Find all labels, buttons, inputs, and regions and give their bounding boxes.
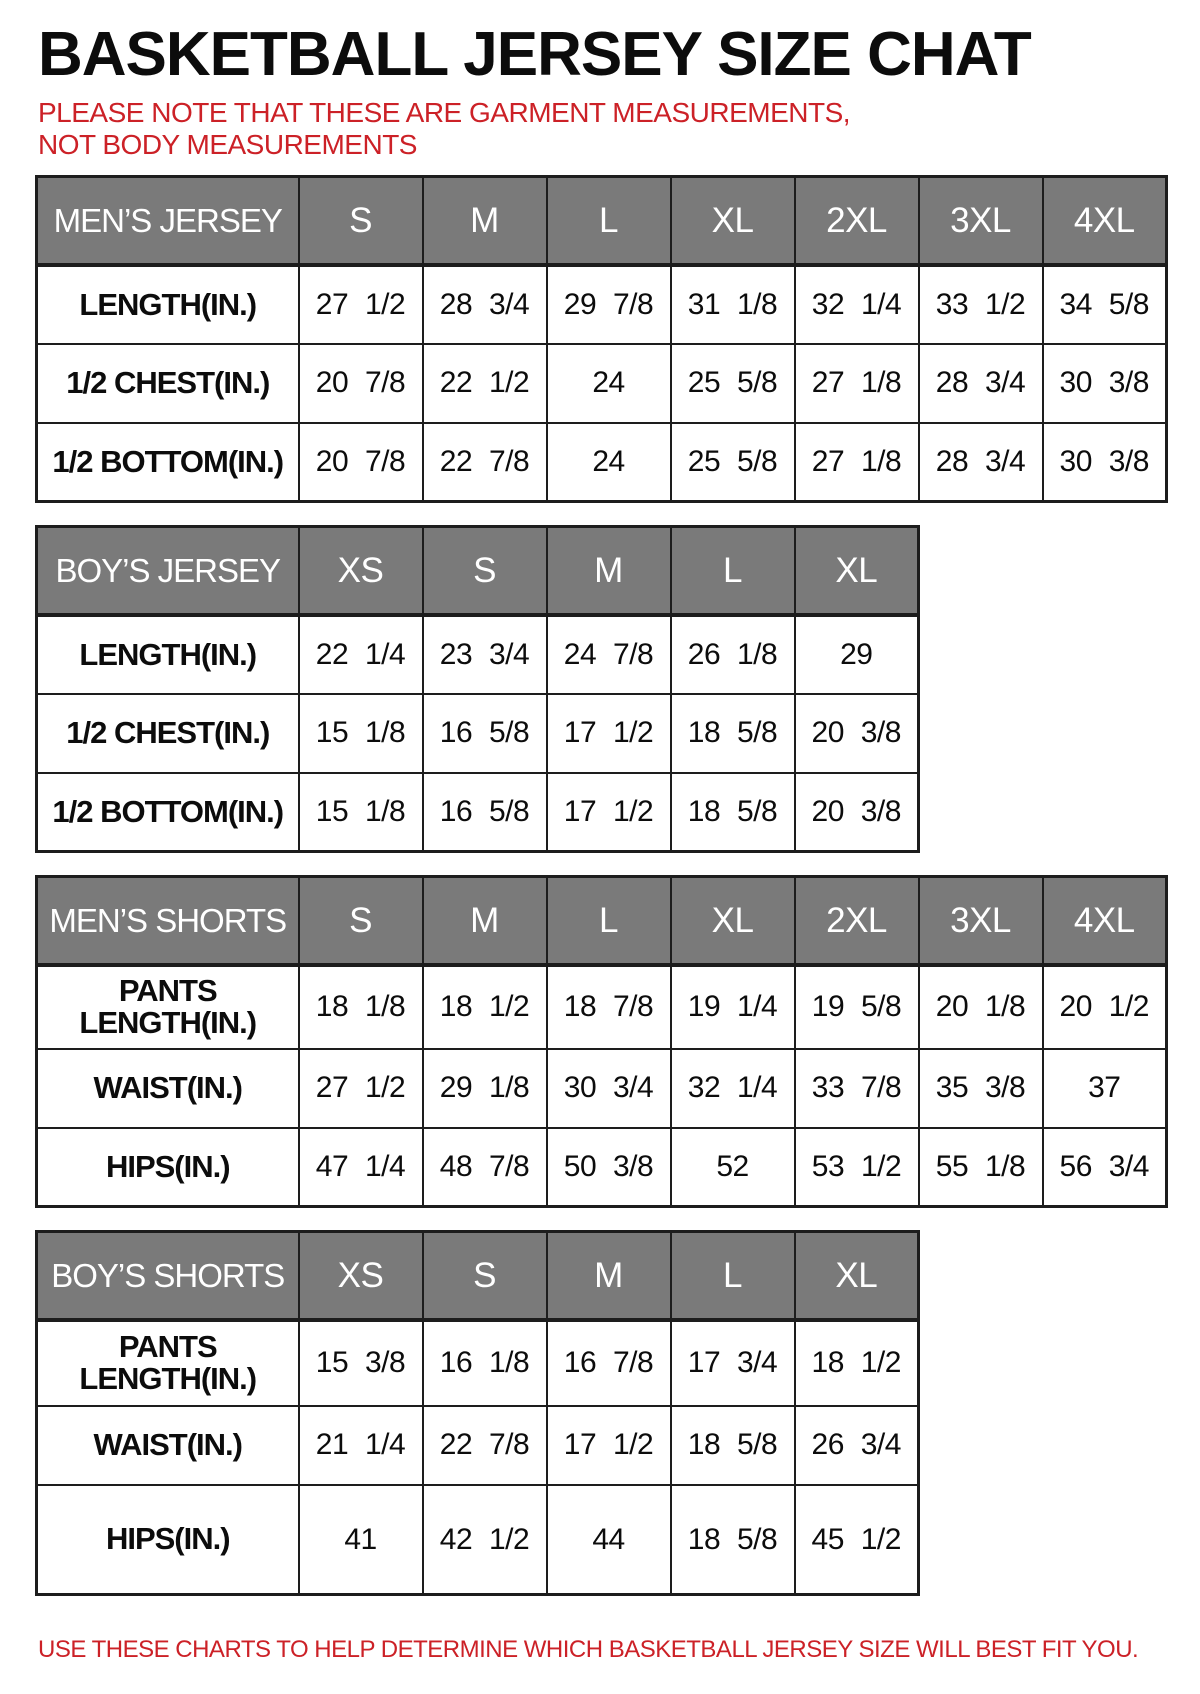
row-label: WAIST(IN.): [37, 1406, 299, 1485]
size-value-cell: 17 1/2: [547, 773, 671, 852]
size-value-cell: 26 1/8: [671, 615, 795, 694]
measurement-row: [37, 1320, 919, 1406]
size-value-cell: 16 5/8: [423, 694, 547, 773]
size-value-cell: 27 1/8: [795, 423, 919, 502]
size-column-header-m: M: [547, 1232, 671, 1320]
table-title-men-s-shorts: MEN’S SHORTS: [37, 877, 299, 965]
size-column-header-2xl: 2XL: [795, 177, 919, 265]
size-value-cell: 27 1/2: [299, 265, 423, 344]
table-title-boy-s-jersey: BOY’S JERSEY: [37, 527, 299, 615]
measurement-row: [37, 773, 919, 852]
page-title: BASKETBALL JERSEY SIZE CHAT: [38, 20, 1031, 89]
size-value-cell: 16 1/8: [423, 1320, 547, 1406]
size-column-header-s: S: [423, 1232, 547, 1320]
size-value-cell: 24 7/8: [547, 615, 671, 694]
size-value-cell: 16 5/8: [423, 773, 547, 852]
row-label: 1/2 CHEST(IN.): [37, 694, 299, 773]
size-value-cell: 33 1/2: [919, 265, 1043, 344]
size-column-header-l: L: [671, 1232, 795, 1320]
measurement-row: [37, 1128, 1167, 1207]
size-value-cell: 30 3/8: [1043, 423, 1167, 502]
size-value-cell: 44: [547, 1485, 671, 1595]
footer-note: USE THESE CHARTS TO HELP DETERMINE WHICH BASKETBALL JERSEY SIZE WILL BEST FIT YOU.: [38, 1636, 1139, 1664]
size-value-cell: 16 7/8: [547, 1320, 671, 1406]
size-value-cell: 17 3/4: [671, 1320, 795, 1406]
size-value-cell: 42 1/2: [423, 1485, 547, 1595]
measurement-row: [37, 965, 1167, 1049]
row-label: PANTS LENGTH(IN.): [37, 1320, 299, 1406]
size-value-cell: 28 3/4: [919, 423, 1043, 502]
size-table-boy-s-jersey: [35, 525, 920, 853]
size-table-boy-s-shorts: [35, 1230, 920, 1596]
size-value-cell: 28 3/4: [423, 265, 547, 344]
size-value-cell: 20 7/8: [299, 423, 423, 502]
measurement-row: [37, 694, 919, 773]
size-value-cell: 35 3/8: [919, 1049, 1043, 1128]
size-value-cell: 18 5/8: [671, 773, 795, 852]
size-value-cell: 23 3/4: [423, 615, 547, 694]
header-row-boy-s-jersey: [37, 527, 919, 615]
size-value-cell: 27 1/2: [299, 1049, 423, 1128]
measurement-row: [37, 344, 1167, 423]
size-value-cell: 29: [795, 615, 919, 694]
size-value-cell: 26 3/4: [795, 1406, 919, 1485]
size-value-cell: 15 1/8: [299, 694, 423, 773]
size-value-cell: 22 7/8: [423, 423, 547, 502]
size-column-header-xl: XL: [795, 1232, 919, 1320]
measurement-row: [37, 615, 919, 694]
size-value-cell: 41: [299, 1485, 423, 1595]
size-value-cell: 31 1/8: [671, 265, 795, 344]
size-value-cell: 18 5/8: [671, 694, 795, 773]
size-column-header-4xl: 4XL: [1043, 877, 1167, 965]
size-value-cell: 19 1/4: [671, 965, 795, 1049]
header-row-boy-s-shorts: [37, 1232, 919, 1320]
size-value-cell: 17 1/2: [547, 694, 671, 773]
size-value-cell: 20 3/8: [795, 773, 919, 852]
measurement-row: [37, 265, 1167, 344]
size-column-header-m: M: [423, 177, 547, 265]
size-table-men-s-shorts: [35, 875, 1168, 1208]
row-label: LENGTH(IN.): [37, 265, 299, 344]
size-value-cell: 21 1/4: [299, 1406, 423, 1485]
header-row-men-s-shorts: [37, 877, 1167, 965]
size-value-cell: 20 1/8: [919, 965, 1043, 1049]
measurement-row: [37, 1485, 919, 1595]
size-column-header-s: S: [299, 177, 423, 265]
size-value-cell: 27 1/8: [795, 344, 919, 423]
size-column-header-xl: XL: [795, 527, 919, 615]
table-title-men-s-jersey: MEN’S JERSEY: [37, 177, 299, 265]
size-value-cell: 20 7/8: [299, 344, 423, 423]
size-column-header-3xl: 3XL: [919, 877, 1043, 965]
size-column-header-xs: XS: [299, 527, 423, 615]
size-value-cell: 28 3/4: [919, 344, 1043, 423]
size-column-header-m: M: [547, 527, 671, 615]
size-value-cell: 20 1/2: [1043, 965, 1167, 1049]
size-column-header-m: M: [423, 877, 547, 965]
size-column-header-l: L: [547, 177, 671, 265]
garment-measurement-note: PLEASE NOTE THAT THESE ARE GARMENT MEASUREMENTS, NOT BODY MEASUREMENTS: [38, 97, 851, 161]
size-value-cell: 22 1/4: [299, 615, 423, 694]
size-value-cell: 52: [671, 1128, 795, 1207]
row-label: WAIST(IN.): [37, 1049, 299, 1128]
size-value-cell: 17 1/2: [547, 1406, 671, 1485]
row-label: HIPS(IN.): [37, 1128, 299, 1207]
size-value-cell: 30 3/8: [1043, 344, 1167, 423]
size-column-header-xl: XL: [671, 177, 795, 265]
size-column-header-4xl: 4XL: [1043, 177, 1167, 265]
size-value-cell: 47 1/4: [299, 1128, 423, 1207]
size-column-header-xs: XS: [299, 1232, 423, 1320]
measurement-row: [37, 423, 1167, 502]
size-column-header-3xl: 3XL: [919, 177, 1043, 265]
size-value-cell: 37: [1043, 1049, 1167, 1128]
size-value-cell: 50 3/8: [547, 1128, 671, 1207]
size-value-cell: 18 5/8: [671, 1406, 795, 1485]
row-label: PANTS LENGTH(IN.): [37, 965, 299, 1049]
size-value-cell: 19 5/8: [795, 965, 919, 1049]
size-value-cell: 15 3/8: [299, 1320, 423, 1406]
size-value-cell: 20 3/8: [795, 694, 919, 773]
size-table-men-s-jersey: [35, 175, 1168, 503]
size-value-cell: 22 7/8: [423, 1406, 547, 1485]
size-value-cell: 15 1/8: [299, 773, 423, 852]
size-value-cell: 22 1/2: [423, 344, 547, 423]
size-value-cell: 18 1/8: [299, 965, 423, 1049]
row-label: 1/2 BOTTOM(IN.): [37, 773, 299, 852]
size-value-cell: 53 1/2: [795, 1128, 919, 1207]
measurement-row: [37, 1406, 919, 1485]
size-value-cell: 32 1/4: [795, 265, 919, 344]
table-title-boy-s-shorts: BOY’S SHORTS: [37, 1232, 299, 1320]
size-value-cell: 48 7/8: [423, 1128, 547, 1207]
size-value-cell: 45 1/2: [795, 1485, 919, 1595]
size-column-header-s: S: [299, 877, 423, 965]
size-value-cell: 29 1/8: [423, 1049, 547, 1128]
size-value-cell: 18 7/8: [547, 965, 671, 1049]
size-value-cell: 24: [547, 423, 671, 502]
row-label: 1/2 CHEST(IN.): [37, 344, 299, 423]
size-column-header-xl: XL: [671, 877, 795, 965]
size-value-cell: 18 1/2: [795, 1320, 919, 1406]
size-value-cell: 25 5/8: [671, 344, 795, 423]
size-value-cell: 24: [547, 344, 671, 423]
size-tables-container: [35, 175, 1200, 1596]
row-label: HIPS(IN.): [37, 1485, 299, 1595]
header-row-men-s-jersey: [37, 177, 1167, 265]
row-label: 1/2 BOTTOM(IN.): [37, 423, 299, 502]
size-value-cell: 18 5/8: [671, 1485, 795, 1595]
size-value-cell: 29 7/8: [547, 265, 671, 344]
row-label: LENGTH(IN.): [37, 615, 299, 694]
size-column-header-2xl: 2XL: [795, 877, 919, 965]
size-value-cell: 25 5/8: [671, 423, 795, 502]
size-column-header-s: S: [423, 527, 547, 615]
size-value-cell: 34 5/8: [1043, 265, 1167, 344]
size-value-cell: 56 3/4: [1043, 1128, 1167, 1207]
size-value-cell: 30 3/4: [547, 1049, 671, 1128]
size-column-header-l: L: [547, 877, 671, 965]
size-value-cell: 55 1/8: [919, 1128, 1043, 1207]
measurement-row: [37, 1049, 1167, 1128]
size-column-header-l: L: [671, 527, 795, 615]
size-value-cell: 32 1/4: [671, 1049, 795, 1128]
size-value-cell: 18 1/2: [423, 965, 547, 1049]
size-value-cell: 33 7/8: [795, 1049, 919, 1128]
